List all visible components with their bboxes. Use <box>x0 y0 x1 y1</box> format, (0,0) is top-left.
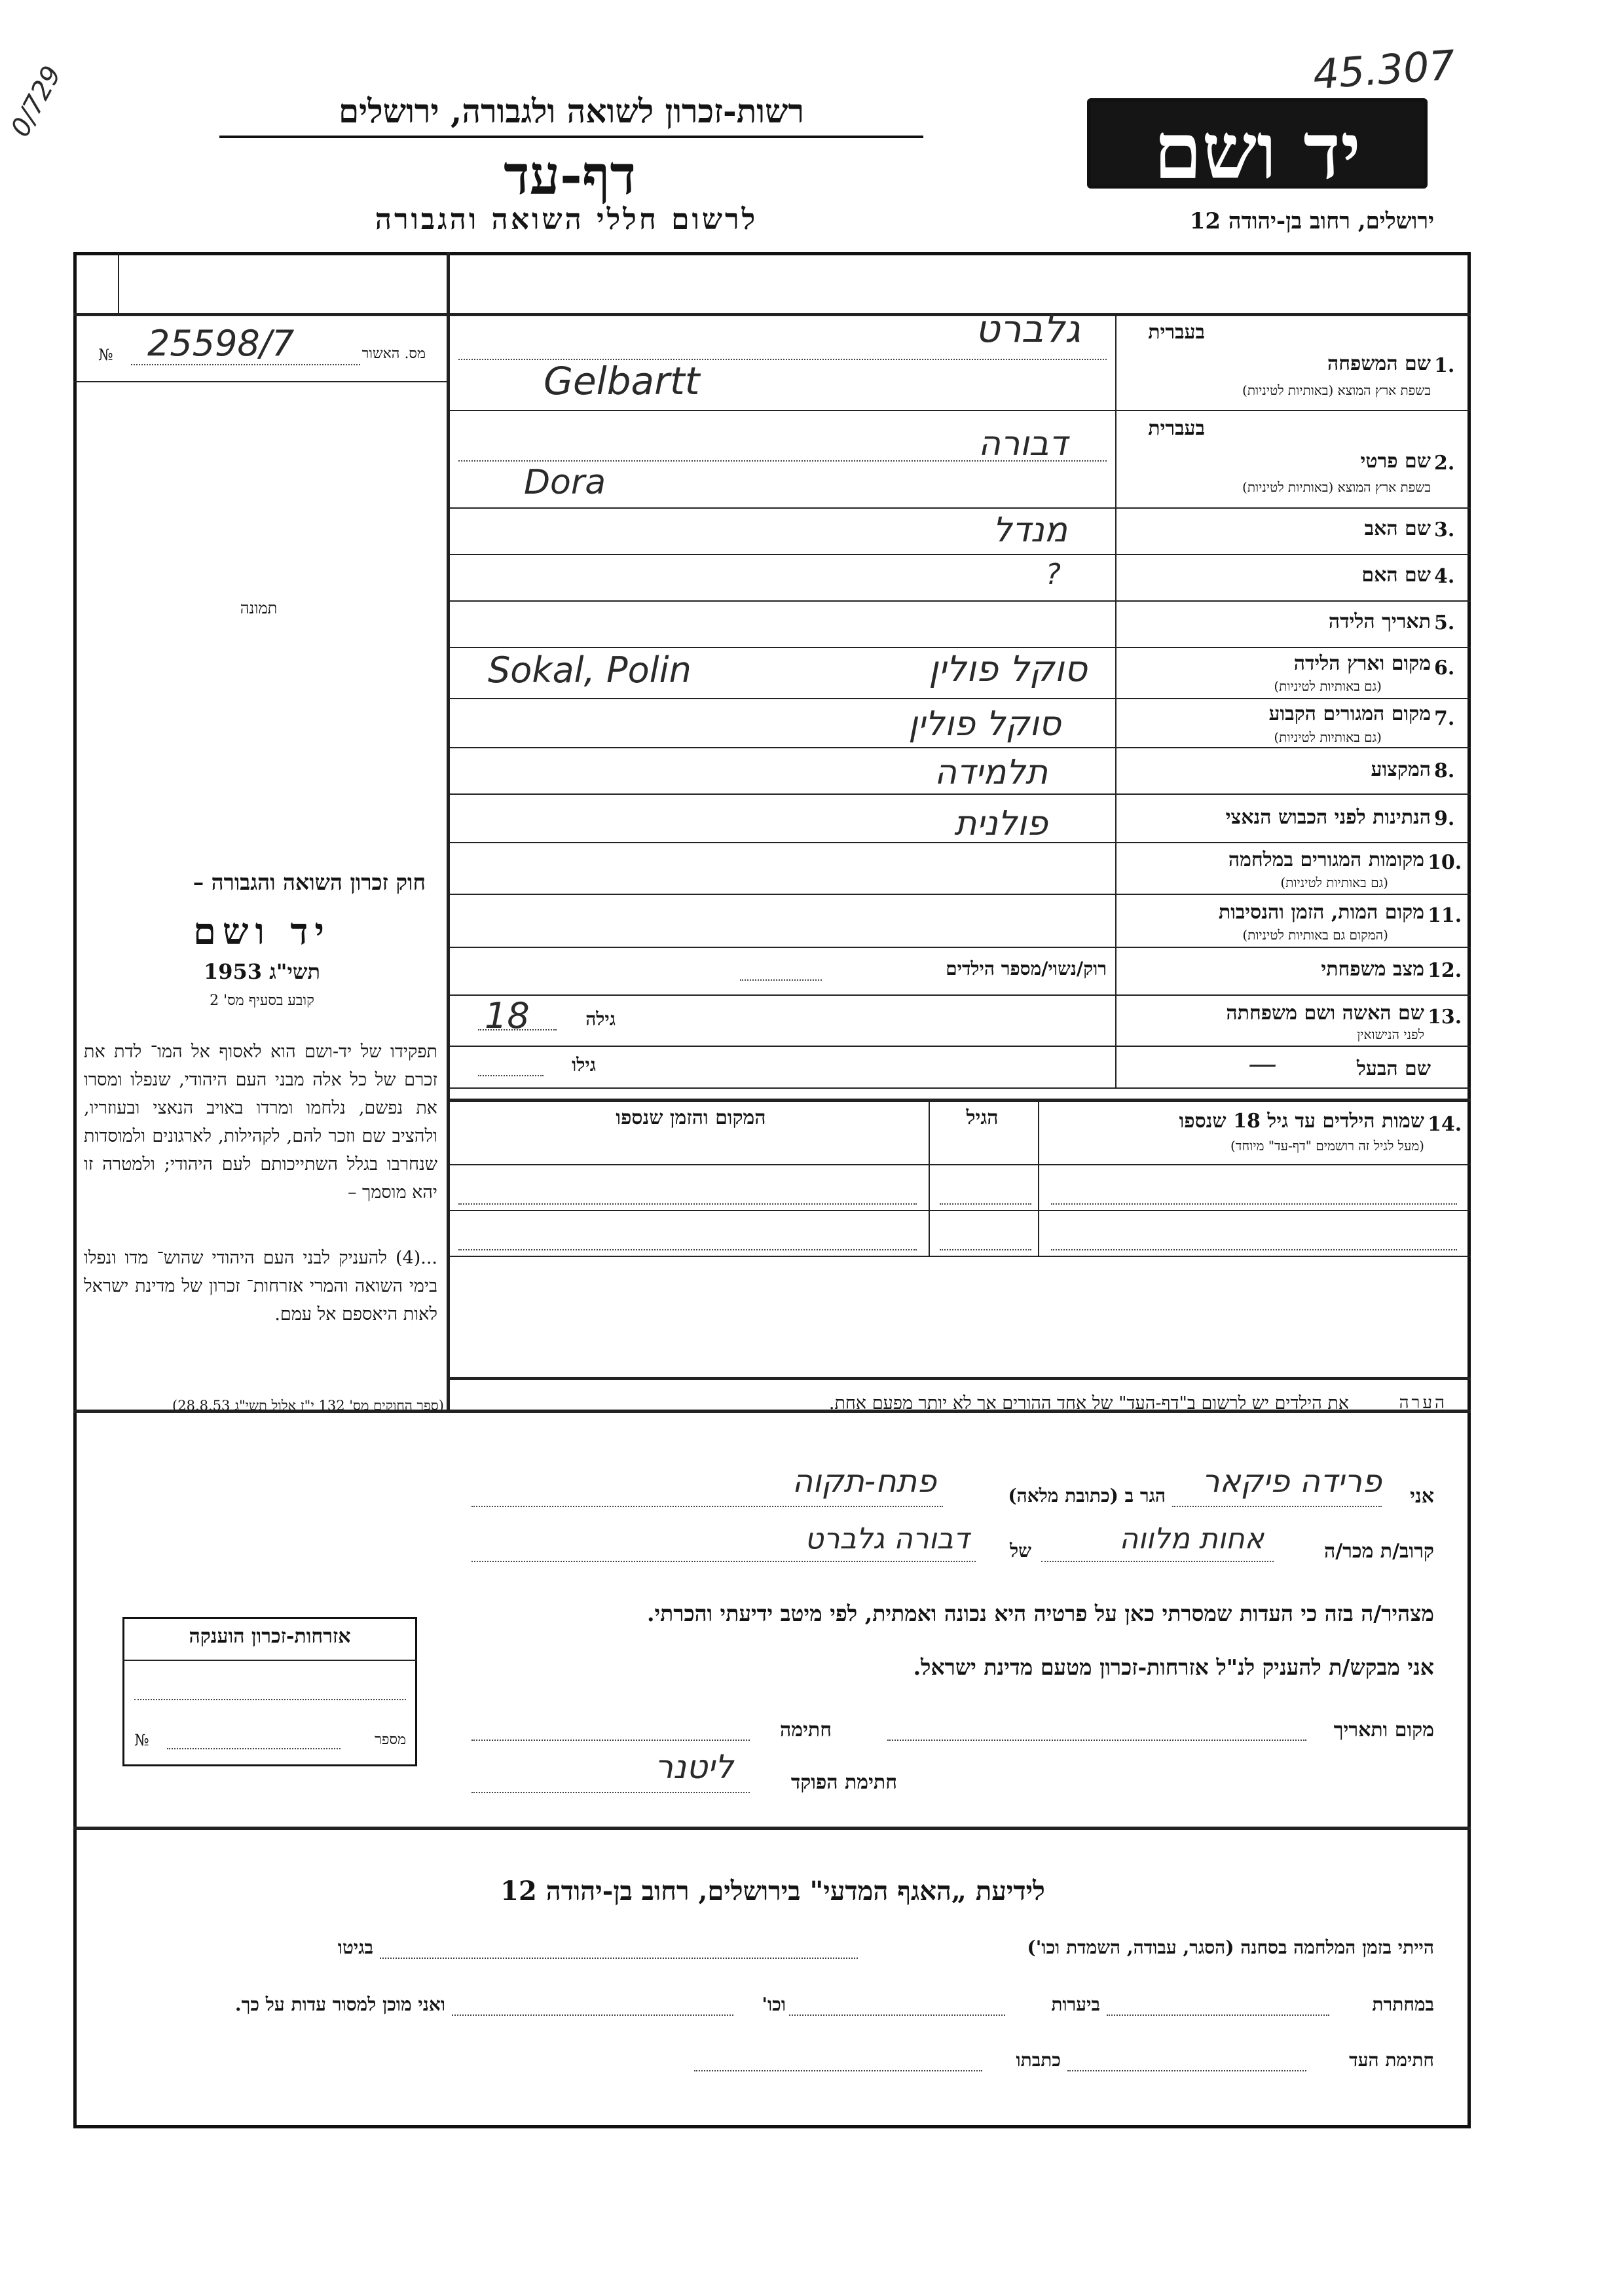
declarant-name: פרידה פיקאר <box>1202 1463 1382 1500</box>
field-4-value: ? <box>1045 558 1061 591</box>
approval-label: מס. האשור <box>361 346 426 362</box>
citizenship-box-line-2 <box>167 1748 341 1749</box>
footer-address-label: כתבתו <box>1016 2049 1061 2071</box>
footer-underground-label: במחתרת <box>1372 1994 1434 2015</box>
field-4-number: 4. <box>1434 565 1455 588</box>
field-6-label: מקום וארץ הלידה <box>1293 652 1431 675</box>
footer-etc-line <box>452 2014 733 2016</box>
footer-address-line <box>694 2070 982 2071</box>
note-top-rule <box>447 1377 1471 1380</box>
footer-underground-line <box>1107 2014 1329 2016</box>
handwritten-reference-number: 45.307 <box>1311 41 1457 99</box>
header-band-rule <box>73 313 1471 316</box>
citizenship-box-title: אזרחות-זכרון הוענקה <box>189 1625 351 1648</box>
law-text-clause: ...(4) להעניק לבני העם היהודי שהוש־ מדו ונפלו בימי השואה והמרי אזרחות־ זכרון של מדינת ישראל לאות היאספם אל עמם. <box>84 1248 437 1324</box>
left-panel-divider <box>447 252 450 1410</box>
children-row-rule-1 <box>447 1210 1471 1211</box>
age-label: גילה <box>585 1008 616 1030</box>
children-row-dots-3 <box>1051 1203 1457 1205</box>
field-7-sub: (גם באותיות לטיניות) <box>1274 729 1382 745</box>
children-row-rule-2 <box>447 1256 1471 1257</box>
law-year: תשי"ג 1953 <box>204 959 320 984</box>
relative-label: קרוב/ת מכר/ה <box>1323 1540 1434 1563</box>
field-13-label: שם האשה ושם משפחתה <box>1226 1002 1424 1025</box>
place-date-label: מקום ותאריך <box>1333 1719 1434 1741</box>
signature-line <box>471 1740 750 1741</box>
children-row-dots-5 <box>940 1249 1031 1250</box>
husband-value: — <box>1248 1048 1277 1081</box>
field-3-value: מנדל <box>992 511 1067 550</box>
husband-age-line <box>478 1075 544 1076</box>
footer-ghetto-label: בגיטו <box>337 1937 373 1958</box>
resident-label: הגר ב (כתובת מלאה) <box>1008 1485 1166 1506</box>
approval-no-sign: № <box>98 346 113 364</box>
field-12-label: מצב משפחתי <box>1321 958 1424 981</box>
row-rule-7 <box>447 747 1471 748</box>
field-2-hebrew-label: בעברית <box>1148 417 1205 440</box>
field-9-label: הנתינות לפני הכבוש הנאצי <box>1225 806 1431 829</box>
row-rule-2 <box>447 507 1471 509</box>
field-2-number: 2. <box>1434 452 1455 475</box>
officer-signature-line <box>471 1792 750 1793</box>
husband-label: שם הבעל <box>1356 1057 1431 1080</box>
field-11-label: מקום המות, הזמן והנסיבות <box>1218 901 1424 924</box>
citizenship-box-number-label: מספר <box>375 1732 406 1748</box>
row-rule-children <box>447 1099 1471 1102</box>
field-13-number: 13. <box>1428 1006 1462 1029</box>
form-subtitle: לרשום חללי השואה והגבורה <box>375 203 758 236</box>
footer-witness-signature-label: חתימת העד <box>1349 2049 1434 2071</box>
marital-options: רוק/נשוי/מספר הילדים <box>946 958 1107 979</box>
children-label: שמות הילדים עד גיל 18 שנספו <box>1179 1110 1424 1133</box>
footer-testimony-text: ואני מוכן למסור עדות על כך. <box>234 1994 445 2015</box>
law-text-main: תפקידו של יד-ושם הוא לאסוף אל המו־ לדת את זכרם של כל אלה מבני העם היהודי, שנפלו ומסרו את נפשם, נלחמו ומרדו באויב הנאצי ובעוזריו, ולהציב שם וזכר להם, לקהילות, לארגונים ולמוסדות שנחרבו בגלל השתייכותם לעם היהודי; ולמטרה זו יהא מוסמך – <box>84 1042 437 1203</box>
note-bottom-rule <box>73 1410 1471 1413</box>
signature-label: חתימה <box>780 1719 832 1741</box>
approval-line <box>131 364 360 365</box>
field-1-label: שם המשפחה <box>1327 352 1431 375</box>
field-5-label: תאריך הלידה <box>1328 610 1431 633</box>
row-rule-13 <box>447 1046 1471 1047</box>
relative-line <box>1041 1561 1274 1562</box>
age-value: 18 <box>485 995 530 1036</box>
approval-rule <box>73 381 447 382</box>
footer-title: לידיעת „האגף המדעי" בירושלים, רחוב בן-יהודה 12 <box>500 1876 1045 1906</box>
field-7-value: סוקל פולין <box>908 704 1061 744</box>
resident-address: פתח-תקוה <box>792 1463 936 1500</box>
footer-top-rule <box>73 1827 1471 1830</box>
field-6-hebrew-value: סוקל פולין <box>929 648 1087 689</box>
husband-age-label: גילו <box>572 1054 596 1076</box>
field-7-number: 7. <box>1434 707 1455 730</box>
footer-etc-label: וכו' <box>762 1994 786 2015</box>
field-10-label: מקומות המגורים במלחמה <box>1228 848 1424 871</box>
footer-forests-line <box>789 2014 1005 2016</box>
citizenship-box-line-1 <box>134 1699 406 1700</box>
children-col-divider-2 <box>929 1099 930 1256</box>
footer-forests-label: ביערות <box>1051 1994 1100 2015</box>
children-row-dots-1 <box>458 1203 917 1205</box>
field-2-label: שם פרטי <box>1360 450 1431 473</box>
children-row-dots-6 <box>1051 1249 1457 1250</box>
approval-number: 25598/7 <box>147 323 295 364</box>
field-10-number: 10. <box>1428 851 1462 874</box>
children-col-age: הגיל <box>966 1106 999 1129</box>
of-value: דבורה גלברט <box>805 1522 969 1556</box>
field-12-number: 12. <box>1428 959 1462 982</box>
footer-ghetto-line <box>380 1958 858 1959</box>
officer-signature-label: חתימת הפוקד <box>790 1771 897 1794</box>
marital-line <box>740 979 822 981</box>
row-rule-12 <box>447 994 1471 996</box>
children-sub: (מעל לגיל זה רושמים "דף-עד" מיוחד) <box>1230 1138 1424 1154</box>
field-5-number: 5. <box>1434 611 1455 634</box>
field-10-sub: (גם באותיות לטיניות) <box>1280 875 1388 890</box>
field-9-number: 9. <box>1434 807 1455 830</box>
footer-witness-signature-line <box>1067 2070 1306 2071</box>
top-band-divider <box>118 252 119 313</box>
law-title: חוק זכרון השואה והגבורה – <box>193 869 426 895</box>
photo-label: תמונה <box>240 599 278 617</box>
field-7-label: מקום המגורים הקבוע <box>1268 702 1431 725</box>
field-1-hebrew-value: גלברט <box>975 306 1080 351</box>
handwritten-margin-note: 0/729 <box>5 61 67 142</box>
label-column-divider <box>1115 313 1116 1087</box>
field-1-hebrew-label: בעברית <box>1148 321 1205 344</box>
citizenship-box-rule <box>122 1660 417 1661</box>
note-label: הערה <box>1399 1393 1447 1413</box>
field-3-number: 3. <box>1434 519 1455 541</box>
of-line <box>471 1561 976 1562</box>
authority-name: רשות-זכרון לשואה ולגבורה, ירושלים <box>219 92 923 138</box>
officer-signature: ליטנר <box>654 1748 733 1786</box>
field-2-latin-value: Dora <box>524 463 606 502</box>
declaration-statement: מצהיר/ה בזה כי העדות שמסרתי כאן על פרטיה היא נכונה ואמתית, לפי מיטב ידיעתי והכרתי. <box>647 1601 1434 1626</box>
declarant-line <box>1172 1506 1382 1507</box>
field-1-sub: בשפת ארץ המוצא (באותיות לטיניות) <box>1242 382 1431 398</box>
field-2-sub: בשפת ארץ המוצא (באותיות לטיניות) <box>1242 479 1431 495</box>
field-6-latin-value: Sokal, Polin <box>488 649 692 691</box>
citizenship-request: אני מבקש/ת להעניק לנ"ל אזרחות-זכרון מטעם מדינת ישראל. <box>913 1654 1434 1680</box>
children-row-dots-4 <box>458 1249 917 1250</box>
field-11-sub: (המקום גם באותיות לטיניות) <box>1242 927 1388 943</box>
row-rule-3 <box>447 554 1471 555</box>
field-13-sub: לפני הנישואין <box>1357 1027 1424 1042</box>
note-text: את הילדים יש לרשום ב"דף-העד" של אחד ההורים אך לא יותר מפעם אחת. <box>828 1393 1349 1413</box>
place-date-line <box>887 1740 1306 1741</box>
field-8-label: המקצוע <box>1371 758 1431 781</box>
field-3-label: שם האב <box>1364 517 1431 540</box>
row-rule-6 <box>447 698 1471 699</box>
row-rule-8 <box>447 793 1471 795</box>
field-4-label: שם האם <box>1361 564 1431 587</box>
field-1-number: 1. <box>1434 354 1455 377</box>
field-11-number: 11. <box>1428 904 1462 927</box>
resident-line <box>471 1506 943 1507</box>
yad-vashem-logo: יד ושם <box>1087 98 1428 189</box>
row-rule-1 <box>447 410 1471 411</box>
row-rule-10 <box>447 894 1471 895</box>
children-row-dots-2 <box>940 1203 1031 1205</box>
law-citation: (ספר החוקים מס' 132 י"ז אלול תשי"ג 28.8.53) <box>172 1398 444 1413</box>
children-number: 14. <box>1428 1113 1462 1136</box>
citizenship-box-no-sign: № <box>134 1731 149 1749</box>
row-rule-4 <box>447 600 1471 602</box>
law-clause: קובע בסעיף מס' 2 <box>210 993 314 1009</box>
field-8-number: 8. <box>1434 759 1455 782</box>
field-2-hebrew-value: דבורה <box>978 424 1067 464</box>
field-8-value: תלמידה <box>934 753 1048 792</box>
field-6-sub: (גם באותיות לטיניות) <box>1274 678 1382 694</box>
row-rule-14 <box>447 1087 1471 1089</box>
children-col-divider-1 <box>1038 1099 1039 1256</box>
field-6-number: 6. <box>1434 657 1455 680</box>
children-header-rule <box>447 1164 1471 1165</box>
children-col-place: המקום והזמן שנספו <box>616 1106 766 1129</box>
row-rule-11 <box>447 947 1471 948</box>
field-1-latin-value: Gelbartt <box>544 359 700 403</box>
of-label: של <box>1010 1540 1031 1561</box>
header-address: ירושלים, רחוב בן-יהודה 12 <box>1189 208 1434 234</box>
law-name: יד ושם <box>193 910 331 953</box>
field-9-value: פולנית <box>954 804 1048 843</box>
declarant-label: אני <box>1410 1485 1434 1508</box>
form-title: דף-עד <box>504 144 636 207</box>
relative-value: אחות מלווה <box>1119 1522 1264 1556</box>
footer-line-1: הייתי בזמן המלחמה בסחנה (הסגר, עבודה, השמדת וכו') <box>1027 1937 1434 1958</box>
